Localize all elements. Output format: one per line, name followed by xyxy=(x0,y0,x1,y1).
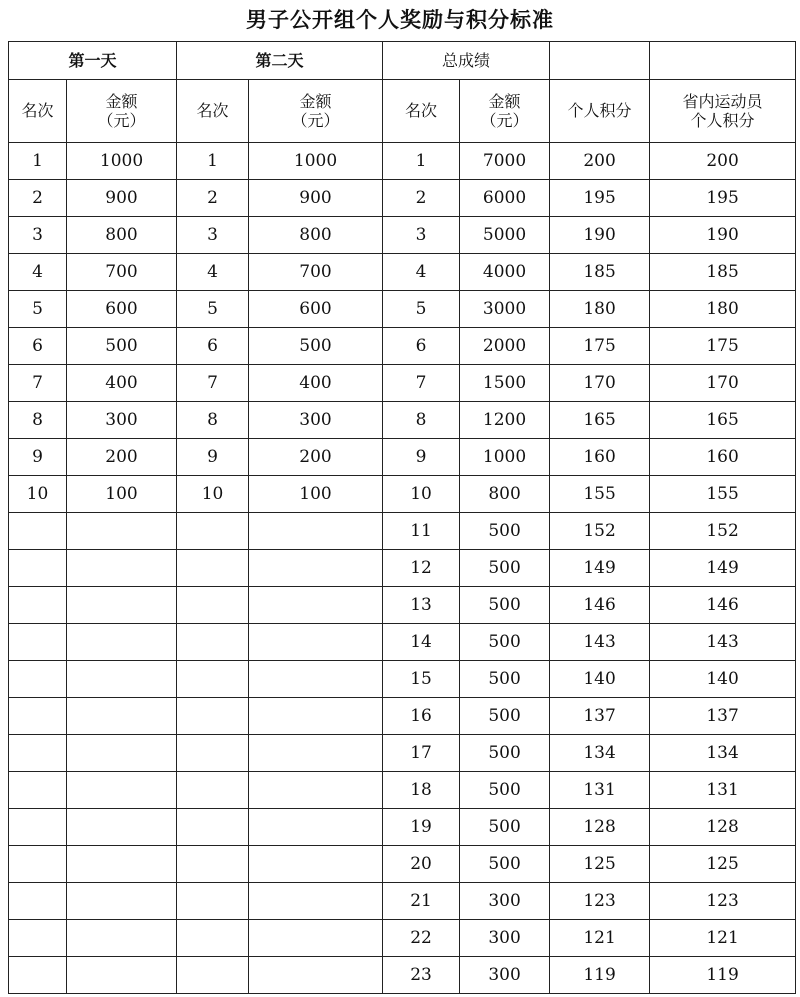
provincial-label-line1: 省内运动员 xyxy=(682,91,763,111)
table-row xyxy=(9,328,796,365)
total-rank-cell: 22 xyxy=(383,920,460,957)
points-cell: 152 xyxy=(550,513,650,550)
day1-rank-cell: 5 xyxy=(9,291,67,328)
day2-amount-cell xyxy=(249,735,383,772)
table-row xyxy=(9,698,796,735)
day2-rank-cell xyxy=(177,550,249,587)
header-row-groups xyxy=(9,42,796,80)
table-row xyxy=(9,365,796,402)
header-day2-rank: 名次 xyxy=(177,80,249,143)
day1-rank-cell xyxy=(9,624,67,661)
provincial-points-cell: 165 xyxy=(650,402,796,439)
day1-rank-cell xyxy=(9,846,67,883)
day1-rank-cell xyxy=(9,698,67,735)
table-row xyxy=(9,920,796,957)
provincial-points-cell: 180 xyxy=(650,291,796,328)
table-row xyxy=(9,513,796,550)
day2-amount-cell xyxy=(249,550,383,587)
day1-amount-cell: 100 xyxy=(67,476,177,513)
points-cell: 119 xyxy=(550,957,650,994)
day1-rank-cell: 10 xyxy=(9,476,67,513)
total-amount-cell: 300 xyxy=(460,920,550,957)
day2-amount-cell: 600 xyxy=(249,291,383,328)
total-amount-cell: 500 xyxy=(460,846,550,883)
table-row xyxy=(9,476,796,513)
header-total: 总成绩 xyxy=(383,42,550,80)
day2-amount-cell: 900 xyxy=(249,180,383,217)
day1-amount-cell xyxy=(67,550,177,587)
header-day1-rank: 名次 xyxy=(9,80,67,143)
total-rank-cell: 19 xyxy=(383,809,460,846)
amount-unit: （元） xyxy=(291,111,340,130)
day1-rank-cell xyxy=(9,809,67,846)
total-rank-cell: 11 xyxy=(383,513,460,550)
total-rank-cell: 4 xyxy=(383,254,460,291)
header-row-columns xyxy=(9,80,796,143)
total-amount-cell: 300 xyxy=(460,957,550,994)
total-amount-cell: 1200 xyxy=(460,402,550,439)
table-row xyxy=(9,661,796,698)
day2-amount-cell xyxy=(249,772,383,809)
day2-amount-cell xyxy=(249,883,383,920)
total-rank-cell: 8 xyxy=(383,402,460,439)
header-empty-cell xyxy=(650,42,796,80)
day2-rank-cell xyxy=(177,846,249,883)
day2-rank-cell xyxy=(177,883,249,920)
points-cell: 165 xyxy=(550,402,650,439)
provincial-points-cell: 200 xyxy=(650,143,796,180)
table-row xyxy=(9,180,796,217)
provincial-points-cell: 155 xyxy=(650,476,796,513)
header-points: 个人积分 xyxy=(550,80,650,143)
day1-rank-cell xyxy=(9,550,67,587)
total-rank-cell: 9 xyxy=(383,439,460,476)
day1-amount-cell xyxy=(67,624,177,661)
header-day1-amount xyxy=(67,80,177,143)
points-cell: 146 xyxy=(550,587,650,624)
total-rank-cell: 20 xyxy=(383,846,460,883)
provincial-points-cell: 195 xyxy=(650,180,796,217)
table-row xyxy=(9,143,796,180)
table-row xyxy=(9,735,796,772)
day1-rank-cell: 6 xyxy=(9,328,67,365)
day2-amount-cell xyxy=(249,661,383,698)
points-cell: 180 xyxy=(550,291,650,328)
day2-rank-cell xyxy=(177,957,249,994)
day1-amount-cell: 400 xyxy=(67,365,177,402)
total-rank-cell: 17 xyxy=(383,735,460,772)
points-cell: 121 xyxy=(550,920,650,957)
day1-amount-cell: 800 xyxy=(67,217,177,254)
total-rank-cell: 21 xyxy=(383,883,460,920)
day1-rank-cell xyxy=(9,920,67,957)
points-cell: 155 xyxy=(550,476,650,513)
table-row xyxy=(9,624,796,661)
provincial-points-cell: 121 xyxy=(650,920,796,957)
points-cell: 190 xyxy=(550,217,650,254)
points-cell: 134 xyxy=(550,735,650,772)
total-rank-cell: 1 xyxy=(383,143,460,180)
day2-amount-cell: 500 xyxy=(249,328,383,365)
day1-amount-cell xyxy=(67,513,177,550)
day2-amount-cell xyxy=(249,809,383,846)
header-total-rank: 名次 xyxy=(383,80,460,143)
day2-rank-cell: 1 xyxy=(177,143,249,180)
total-rank-cell: 16 xyxy=(383,698,460,735)
points-cell: 125 xyxy=(550,846,650,883)
total-amount-cell: 3000 xyxy=(460,291,550,328)
day1-rank-cell: 1 xyxy=(9,143,67,180)
day2-rank-cell xyxy=(177,513,249,550)
points-cell: 185 xyxy=(550,254,650,291)
header-day2: 第二天 xyxy=(177,42,383,80)
day1-rank-cell xyxy=(9,883,67,920)
day1-amount-cell xyxy=(67,957,177,994)
day2-rank-cell: 4 xyxy=(177,254,249,291)
provincial-points-cell: 119 xyxy=(650,957,796,994)
day1-rank-cell: 2 xyxy=(9,180,67,217)
provincial-points-cell: 149 xyxy=(650,550,796,587)
day2-rank-cell: 3 xyxy=(177,217,249,254)
total-amount-cell: 5000 xyxy=(460,217,550,254)
provincial-points-cell: 146 xyxy=(650,587,796,624)
total-amount-cell: 7000 xyxy=(460,143,550,180)
total-amount-cell: 1500 xyxy=(460,365,550,402)
amount-label: 金额 xyxy=(105,91,138,111)
total-rank-cell: 12 xyxy=(383,550,460,587)
day1-rank-cell: 3 xyxy=(9,217,67,254)
day2-amount-cell xyxy=(249,587,383,624)
provincial-points-cell: 125 xyxy=(650,846,796,883)
day2-rank-cell xyxy=(177,624,249,661)
points-cell: 149 xyxy=(550,550,650,587)
day2-amount-cell: 700 xyxy=(249,254,383,291)
points-cell: 160 xyxy=(550,439,650,476)
day2-rank-cell xyxy=(177,661,249,698)
amount-label: 金额 xyxy=(488,91,521,111)
provincial-points-cell: 143 xyxy=(650,624,796,661)
header-total-amount xyxy=(460,80,550,143)
total-rank-cell: 5 xyxy=(383,291,460,328)
day2-rank-cell: 6 xyxy=(177,328,249,365)
day1-amount-cell xyxy=(67,772,177,809)
day1-amount-cell xyxy=(67,920,177,957)
total-amount-cell: 6000 xyxy=(460,180,550,217)
table-row xyxy=(9,846,796,883)
points-cell: 128 xyxy=(550,809,650,846)
total-amount-cell: 500 xyxy=(460,772,550,809)
page-title: 男子公开组个人奖励与积分标准 xyxy=(246,8,554,32)
day1-amount-cell: 1000 xyxy=(67,143,177,180)
day2-amount-cell: 800 xyxy=(249,217,383,254)
points-cell: 137 xyxy=(550,698,650,735)
total-rank-cell: 10 xyxy=(383,476,460,513)
day1-amount-cell: 600 xyxy=(67,291,177,328)
provincial-points-cell: 128 xyxy=(650,809,796,846)
amount-unit: （元） xyxy=(480,111,529,130)
total-amount-cell: 500 xyxy=(460,513,550,550)
day2-amount-cell: 400 xyxy=(249,365,383,402)
total-rank-cell: 6 xyxy=(383,328,460,365)
day1-rank-cell xyxy=(9,661,67,698)
day2-rank-cell: 9 xyxy=(177,439,249,476)
day2-amount-cell xyxy=(249,957,383,994)
day2-rank-cell: 7 xyxy=(177,365,249,402)
day2-rank-cell xyxy=(177,587,249,624)
day1-amount-cell xyxy=(67,735,177,772)
day2-amount-cell: 300 xyxy=(249,402,383,439)
day2-rank-cell xyxy=(177,698,249,735)
amount-unit: （元） xyxy=(97,111,146,130)
total-rank-cell: 2 xyxy=(383,180,460,217)
day1-rank-cell xyxy=(9,513,67,550)
day1-rank-cell xyxy=(9,587,67,624)
provincial-points-cell: 175 xyxy=(650,328,796,365)
day2-amount-cell: 200 xyxy=(249,439,383,476)
provincial-points-cell: 137 xyxy=(650,698,796,735)
table-row xyxy=(9,957,796,994)
provincial-points-cell: 170 xyxy=(650,365,796,402)
table-row xyxy=(9,587,796,624)
table-row xyxy=(9,883,796,920)
provincial-points-cell: 134 xyxy=(650,735,796,772)
total-amount-cell: 500 xyxy=(460,735,550,772)
day1-amount-cell xyxy=(67,661,177,698)
day1-amount-cell xyxy=(67,587,177,624)
day2-amount-cell: 100 xyxy=(249,476,383,513)
day2-rank-cell: 5 xyxy=(177,291,249,328)
total-amount-cell: 500 xyxy=(460,698,550,735)
day1-amount-cell: 700 xyxy=(67,254,177,291)
day1-amount-cell: 500 xyxy=(67,328,177,365)
total-amount-cell: 1000 xyxy=(460,439,550,476)
table-row xyxy=(9,402,796,439)
amount-label: 金额 xyxy=(299,91,332,111)
day2-amount-cell xyxy=(249,698,383,735)
points-cell: 170 xyxy=(550,365,650,402)
day1-rank-cell: 4 xyxy=(9,254,67,291)
points-cell: 123 xyxy=(550,883,650,920)
day2-rank-cell xyxy=(177,809,249,846)
total-amount-cell: 4000 xyxy=(460,254,550,291)
total-amount-cell: 500 xyxy=(460,587,550,624)
points-cell: 143 xyxy=(550,624,650,661)
points-cell: 175 xyxy=(550,328,650,365)
total-rank-cell: 18 xyxy=(383,772,460,809)
day1-amount-cell xyxy=(67,846,177,883)
reward-points-table xyxy=(8,41,796,994)
provincial-points-cell: 152 xyxy=(650,513,796,550)
day1-amount-cell: 200 xyxy=(67,439,177,476)
day1-amount-cell xyxy=(67,883,177,920)
total-rank-cell: 7 xyxy=(383,365,460,402)
day1-rank-cell xyxy=(9,772,67,809)
table-row xyxy=(9,809,796,846)
day2-rank-cell: 10 xyxy=(177,476,249,513)
day1-rank-cell: 7 xyxy=(9,365,67,402)
day2-amount-cell: 1000 xyxy=(249,143,383,180)
table-row xyxy=(9,772,796,809)
total-amount-cell: 2000 xyxy=(460,328,550,365)
total-amount-cell: 500 xyxy=(460,661,550,698)
day1-rank-cell: 8 xyxy=(9,402,67,439)
day1-rank-cell xyxy=(9,735,67,772)
day2-rank-cell xyxy=(177,735,249,772)
header-provincial-points xyxy=(650,80,796,143)
table-row xyxy=(9,254,796,291)
day2-rank-cell xyxy=(177,772,249,809)
day1-amount-cell xyxy=(67,809,177,846)
provincial-points-cell: 160 xyxy=(650,439,796,476)
table-row xyxy=(9,439,796,476)
points-cell: 140 xyxy=(550,661,650,698)
table-row xyxy=(9,291,796,328)
total-rank-cell: 13 xyxy=(383,587,460,624)
points-cell: 131 xyxy=(550,772,650,809)
total-rank-cell: 3 xyxy=(383,217,460,254)
day2-amount-cell xyxy=(249,624,383,661)
day1-rank-cell: 9 xyxy=(9,439,67,476)
day2-rank-cell xyxy=(177,920,249,957)
total-amount-cell: 500 xyxy=(460,809,550,846)
day2-amount-cell xyxy=(249,920,383,957)
day2-amount-cell xyxy=(249,846,383,883)
total-amount-cell: 300 xyxy=(460,883,550,920)
day2-rank-cell: 8 xyxy=(177,402,249,439)
day1-rank-cell xyxy=(9,957,67,994)
total-amount-cell: 800 xyxy=(460,476,550,513)
total-amount-cell: 500 xyxy=(460,624,550,661)
header-day1: 第一天 xyxy=(9,42,177,80)
total-rank-cell: 15 xyxy=(383,661,460,698)
provincial-points-cell: 140 xyxy=(650,661,796,698)
total-rank-cell: 23 xyxy=(383,957,460,994)
provincial-points-cell: 185 xyxy=(650,254,796,291)
table-row xyxy=(9,550,796,587)
header-day2-amount xyxy=(249,80,383,143)
points-cell: 195 xyxy=(550,180,650,217)
day1-amount-cell xyxy=(67,698,177,735)
total-amount-cell: 500 xyxy=(460,550,550,587)
table-row xyxy=(9,217,796,254)
day2-rank-cell: 2 xyxy=(177,180,249,217)
points-cell: 200 xyxy=(550,143,650,180)
provincial-points-cell: 123 xyxy=(650,883,796,920)
header-empty-cell xyxy=(550,42,650,80)
day1-amount-cell: 300 xyxy=(67,402,177,439)
provincial-points-cell: 190 xyxy=(650,217,796,254)
provincial-label-line2: 个人积分 xyxy=(690,111,755,130)
day2-amount-cell xyxy=(249,513,383,550)
total-rank-cell: 14 xyxy=(383,624,460,661)
provincial-points-cell: 131 xyxy=(650,772,796,809)
day1-amount-cell: 900 xyxy=(67,180,177,217)
